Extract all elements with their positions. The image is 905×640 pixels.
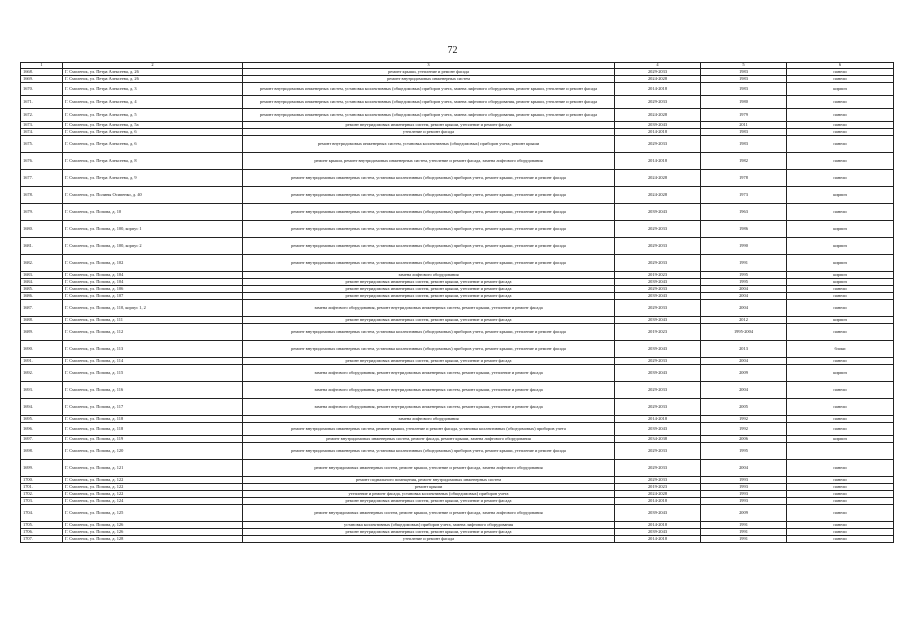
row-number: 1703. (21, 498, 63, 505)
row-period: 2024-2028 (615, 187, 701, 204)
row-work-type: ремонт внутридомовых инженерных систем, ремонт крыши, утепление и ремонт фасада (243, 529, 615, 536)
row-period: 2029-2033 (615, 69, 701, 76)
row-number: 1687. (21, 300, 63, 317)
row-wall-material: кирпич (787, 365, 894, 382)
row-work-type: утепление и ремонт фасада (243, 536, 615, 543)
row-address: Г. Смоленск, ул. Петра Алексеева, д. 6 (63, 136, 243, 153)
row-number: 1704. (21, 505, 63, 522)
row-year: 1983 (701, 129, 787, 136)
row-work-type: ремонт внутридомовых инженерных систем, установка коллективных (общедомовых) приборов учета, ремонт крыши, утепление и ремонт фасада (243, 255, 615, 272)
row-period: 2029-2033 (615, 96, 701, 109)
row-year: 1973 (701, 187, 787, 204)
row-work-type: ремонт внутридомовых инженерных систем, ремонт крыши, утепление и ремонт фасада (243, 286, 615, 293)
row-address: Г. Смоленск, ул. Попова, д. 126 (63, 529, 243, 536)
row-year: 2004 (701, 286, 787, 293)
row-year: 2004 (701, 300, 787, 317)
row-wall-material: панели (787, 423, 894, 436)
row-wall-material (787, 443, 894, 460)
column-header-material: 6 (787, 63, 894, 69)
row-wall-material: панели (787, 399, 894, 416)
table-row (21, 286, 894, 293)
row-wall-material: кирпич (787, 187, 894, 204)
row-wall-material: кирпич (787, 436, 894, 443)
row-period: 2014-2018 (615, 129, 701, 136)
row-work-type: ремонт внутридомовых инженерных систем, ремонт крыши, утепление и ремонт фасада (243, 498, 615, 505)
row-work-type: ремонт внутридомовых инженерных систем, ремонт фасада, ремонт крыши, замена лифтового оборудования (243, 436, 615, 443)
row-wall-material: панели (787, 358, 894, 365)
row-work-type: ремонт внутридомовых инженерных систем, ремонт крыши, утепление и ремонт фасада, замена лифтового оборудования (243, 505, 615, 522)
row-number: 1690. (21, 341, 63, 358)
table-row (21, 238, 894, 255)
row-address: Г. Смоленск, ул. Петра Алексеева, д. 5 (63, 109, 243, 122)
table-row (21, 529, 894, 536)
row-number: 1700. (21, 477, 63, 484)
row-work-type: ремонт внутридомовых инженерных систем (243, 76, 615, 83)
row-period: 2014-2018 (615, 522, 701, 529)
row-number: 1680. (21, 221, 63, 238)
row-year: 1979 (701, 109, 787, 122)
row-period: 2029-2033 (615, 286, 701, 293)
row-number: 1692. (21, 365, 63, 382)
table-row (21, 498, 894, 505)
row-period: 2019-2023 (615, 484, 701, 491)
row-number: 1683. (21, 272, 63, 279)
row-year: 2004 (701, 358, 787, 365)
row-work-type: утепление и ремонт фасада, установка коллективных (общедомовых) приборов учета (243, 491, 615, 498)
row-work-type: ремонт крыши, утепление и ремонт фасада (243, 69, 615, 76)
row-number: 1670. (21, 83, 63, 96)
table-row (21, 505, 894, 522)
row-period: 2019-2023 (615, 272, 701, 279)
row-address: Г. Смоленск, ул. Петра Алексеева, д. 5а (63, 122, 243, 129)
row-period: 2019-2023 (615, 324, 701, 341)
row-address: Г. Смоленск, ул. Попова, д. 121 (63, 460, 243, 477)
row-period: 2039-2043 (615, 341, 701, 358)
table-row (21, 170, 894, 187)
row-period: 2029-2033 (615, 460, 701, 477)
row-wall-material: кирпич (787, 279, 894, 286)
table-row (21, 221, 894, 238)
table-row (21, 491, 894, 498)
row-work-type: ремонт внутридомовых инженерных систем, ремонт крыши, утепление и ремонт фасада, установка коллективных (общедомовых) приборов учета (243, 423, 615, 436)
row-wall-material: панели (787, 529, 894, 536)
row-wall-material: панели (787, 136, 894, 153)
row-period: 2029-2033 (615, 382, 701, 399)
row-year: 1992 (701, 423, 787, 436)
row-work-type: замена лифтового оборудования, ремонт внутридомовых инженерных систем, ремонт крыши, утепление и ремонт фасада (243, 399, 615, 416)
row-year: 1983 (701, 83, 787, 96)
row-number: 1689. (21, 324, 63, 341)
row-address: Г. Смоленск, ул. Попова, д. 114 (63, 358, 243, 365)
row-work-type: ремонт внутридомовых инженерных систем, установка коллективных (общедомовых) приборов учета, замена лифтового оборудования, ремонт крыши, утепление и ремонт фасада (243, 109, 615, 122)
row-wall-material: панели (787, 76, 894, 83)
row-wall-material: панели (787, 300, 894, 317)
repair-schedule-table (20, 62, 894, 543)
row-wall-material: панели (787, 505, 894, 522)
row-period: 2014-2018 (615, 416, 701, 423)
row-wall-material: кирпич (787, 238, 894, 255)
row-work-type: замена лифтового оборудования, ремонт внутридомовых инженерных систем, ремонт крыши, утепление и ремонт фасада (243, 382, 615, 399)
row-wall-material: панели (787, 382, 894, 399)
row-work-type: замена лифтового оборудования, ремонт внутридомовых инженерных систем, ремонт крыши, утепление и ремонт фасада (243, 300, 615, 317)
row-wall-material: панели (787, 324, 894, 341)
row-number: 1706. (21, 529, 63, 536)
row-work-type: ремонт внутридомовых инженерных систем, установка коллективных (общедомовых) приборов учета, ремонт крыши, утепление и ремонт фасада (243, 204, 615, 221)
row-work-type: ремонт внутридомовых инженерных систем, ремонт крыши, утепление и ремонт фасада (243, 317, 615, 324)
row-work-type: ремонт внутридомовых инженерных систем, установка коллективных (общедомовых) приборов учета, ремонт крыши, утепление и ремонт фасада (243, 443, 615, 460)
row-number: 1694. (21, 399, 63, 416)
row-year: 1995 (701, 272, 787, 279)
row-wall-material: панели (787, 536, 894, 543)
row-year: 1993 (701, 477, 787, 484)
table-row (21, 153, 894, 170)
row-address: Г. Смоленск, ул. Попова, д. 10 (63, 204, 243, 221)
table-row (21, 416, 894, 423)
table-row (21, 300, 894, 317)
row-period: 2024-2028 (615, 76, 701, 83)
table-row (21, 317, 894, 324)
row-period: 2039-2043 (615, 204, 701, 221)
table-body (21, 69, 894, 543)
row-year: 1992 (701, 416, 787, 423)
row-year: 1991 (701, 255, 787, 272)
row-work-type: ремонт внутридомовых инженерных систем, установка коллективных (общедомовых) приборов учета, ремонт крыши, утепление и ремонт фасада (243, 221, 615, 238)
row-wall-material: панели (787, 153, 894, 170)
row-wall-material: кирпич (787, 255, 894, 272)
table-row (21, 365, 894, 382)
row-year: 1963 (701, 204, 787, 221)
row-wall-material: панели (787, 416, 894, 423)
row-address: Г. Смоленск, ул. Попова, д. 118 (63, 416, 243, 423)
row-address: Г. Смоленск, ул. Попова, д. 112 (63, 324, 243, 341)
row-period: 2039-2043 (615, 122, 701, 129)
row-work-type: ремонт внутридомовых инженерных систем, установка коллективных (общедомовых) приборов учета, замена лифтового оборудования, ремонт крыши, утепление и ремонт фасада (243, 83, 615, 96)
row-year: 2005 (701, 399, 787, 416)
row-address: Г. Смоленск, ул. Петра Алексеева, д. 3 (63, 83, 243, 96)
column-header-period: 4 (615, 63, 701, 69)
row-period: 2039-2043 (615, 365, 701, 382)
row-work-type: установка коллективных (общедомовых) приборов учета, замена лифтового оборудования (243, 522, 615, 529)
row-year: 1991 (701, 536, 787, 543)
row-address: Г. Смоленск, ул. Попова, д. 111 (63, 317, 243, 324)
table-row (21, 293, 894, 300)
row-year: 1983 (701, 136, 787, 153)
row-wall-material: панели (787, 69, 894, 76)
row-year: 1993 (701, 484, 787, 491)
row-period: 2024-2028 (615, 170, 701, 187)
row-work-type: утепление и ремонт фасада (243, 129, 615, 136)
table-row (21, 255, 894, 272)
row-address: Г. Смоленск, ул. Попова, д. 119 (63, 436, 243, 443)
row-number: 1677. (21, 170, 63, 187)
row-address: Г. Смоленск, ул. Петра Алексеева, д. 26 (63, 76, 243, 83)
row-address: Г. Смоленск, ул. Попова, д. 122 (63, 477, 243, 484)
row-period: 2029-2033 (615, 399, 701, 416)
table-row (21, 96, 894, 109)
row-year: 1993 (701, 491, 787, 498)
row-year: 1980 (701, 96, 787, 109)
row-number: 1684. (21, 279, 63, 286)
row-number: 1686. (21, 293, 63, 300)
row-wall-material: панели (787, 286, 894, 293)
row-address: Г. Смоленск, ул. Попова, д. 113 (63, 341, 243, 358)
row-address: Г. Смоленск, ул. Попова, д. 100, корпус 2 (63, 238, 243, 255)
row-address: Г. Смоленск, ул. Попова, д. 125 (63, 505, 243, 522)
row-wall-material: панели (787, 498, 894, 505)
row-period: 2029-2033 (615, 221, 701, 238)
row-address: Г. Смоленск, ул. Попова, д. 124 (63, 498, 243, 505)
row-work-type: ремонт внутридомовых инженерных систем, установка коллективных (общедомовых) приборов учета, ремонт крыши, утепление и ремонт фасада (243, 238, 615, 255)
row-wall-material: блоки (787, 341, 894, 358)
row-work-type: ремонт крыши (243, 484, 615, 491)
table-row (21, 204, 894, 221)
row-number: 1668. (21, 69, 63, 76)
row-address: Г. Смоленск, ул. Попова, д. 116 (63, 382, 243, 399)
row-wall-material: панели (787, 460, 894, 477)
row-period: 2039-2043 (615, 293, 701, 300)
row-wall-material: кирпич (787, 221, 894, 238)
row-year: 1991 (701, 522, 787, 529)
table-row (21, 76, 894, 83)
row-year: 2009 (701, 365, 787, 382)
table-row (21, 83, 894, 96)
table-row (21, 423, 894, 436)
row-period: 2029-2033 (615, 477, 701, 484)
row-address: Г. Смоленск, ул. Петра Алексеева, д. 9 (63, 170, 243, 187)
table-row (21, 443, 894, 460)
table-row (21, 279, 894, 286)
row-period: 2039-2043 (615, 505, 701, 522)
row-number: 1698. (21, 443, 63, 460)
table-row (21, 436, 894, 443)
table-row (21, 69, 894, 76)
row-year: 2006 (701, 436, 787, 443)
row-work-type: замена лифтового оборудования (243, 416, 615, 423)
row-number: 1705. (21, 522, 63, 529)
row-period: 2039-2043 (615, 279, 701, 286)
column-header-year: 5 (701, 63, 787, 69)
row-work-type: ремонт внутридомовых инженерных систем, установка коллективных (общедомовых) приборов учета, ремонт крыши, утепление и ремонт фасада (243, 341, 615, 358)
table-row (21, 272, 894, 279)
row-address: Г. Смоленск, ул. Попова, д. 118 (63, 423, 243, 436)
row-year: 2013 (701, 341, 787, 358)
row-address: Г. Смоленск, ул. Попова, д. 122 (63, 491, 243, 498)
column-header-num: 1 (21, 63, 63, 69)
table-row (21, 477, 894, 484)
row-wall-material: панели (787, 522, 894, 529)
row-period: 2039-2043 (615, 423, 701, 436)
row-period: 2014-2018 (615, 83, 701, 96)
row-address: Г. Смоленск, ул. Попова, д. 106 (63, 286, 243, 293)
row-address: Г. Смоленск, ул. Попова, д. 115 (63, 365, 243, 382)
row-address: Г. Смоленск, ул. Попова, д. 104 (63, 279, 243, 286)
column-header-work: 3 (243, 63, 615, 69)
row-year: 2012 (701, 317, 787, 324)
row-number: 1681. (21, 238, 63, 255)
row-year: 2004 (701, 382, 787, 399)
row-address: Г. Смоленск, ул. Петра Алексеева, д. 4 (63, 96, 243, 109)
row-wall-material: панели (787, 477, 894, 484)
row-year: 1983 (701, 76, 787, 83)
row-year: 2009 (701, 505, 787, 522)
row-year: 1978 (701, 170, 787, 187)
table-row (21, 109, 894, 122)
row-wall-material: панели (787, 122, 894, 129)
row-number: 1696. (21, 423, 63, 436)
table-row (21, 187, 894, 204)
row-number: 1697. (21, 436, 63, 443)
row-work-type: замена лифтового оборудования (243, 272, 615, 279)
row-address: Г. Смоленск, ул. Попова, д. 100, корпус 1 (63, 221, 243, 238)
row-address: Г. Смоленск, ул. Попова, д. 117 (63, 399, 243, 416)
row-number: 1693. (21, 382, 63, 399)
table-row (21, 522, 894, 529)
row-period: 2014-2018 (615, 498, 701, 505)
row-wall-material: панели (787, 170, 894, 187)
row-number: 1707. (21, 536, 63, 543)
row-period: 2024-2028 (615, 491, 701, 498)
row-period: 2024-2028 (615, 109, 701, 122)
row-work-type: ремонт внутридомовых инженерных систем, ремонт крыши, утепление и ремонт фасада, замена лифтового оборудования (243, 460, 615, 477)
row-number: 1671. (21, 96, 63, 109)
row-number: 1701. (21, 484, 63, 491)
table-row (21, 129, 894, 136)
row-year: 1995 (701, 279, 787, 286)
row-wall-material: панели (787, 129, 894, 136)
row-period: 2029-2033 (615, 136, 701, 153)
row-work-type: ремонт внутридомовых инженерных систем, установка коллективных (общедомовых) приборов учета, замена лифтового оборудования, ремонт крыши, утепление и ремонт фасада (243, 96, 615, 109)
row-address: Г. Смоленск, ул. Попова, д. 102 (63, 255, 243, 272)
page-number: 72 (447, 45, 458, 56)
row-work-type: ремонт внутридомовых инженерных систем, ремонт крыши, утепление и ремонт фасада (243, 358, 615, 365)
row-address: Г. Смоленск, ул. Петра Алексеева, д. 8 (63, 153, 243, 170)
row-address: Г. Смоленск, ул. Петра Алексеева, д. 6 (63, 129, 243, 136)
row-address: Г. Смоленск, ул. Полины Осипенко, д. 40 (63, 187, 243, 204)
row-period: 2014-2018 (615, 153, 701, 170)
row-number: 1676. (21, 153, 63, 170)
row-number: 1702. (21, 491, 63, 498)
row-work-type: ремонт внутридомовых инженерных систем, установка коллективных (общедомовых) приборов учета, ремонт крыши, утепление и ремонт фасада (243, 324, 615, 341)
row-number: 1669. (21, 76, 63, 83)
row-work-type: ремонт внутридомовых инженерных систем, установка коллективных (общедомовых) приборов учета, ремонт крыши, утепление и ремонт фасада (243, 187, 615, 204)
row-address: Г. Смоленск, ул. Петра Алексеева, д. 26 (63, 69, 243, 76)
row-number: 1699. (21, 460, 63, 477)
row-address: Г. Смоленск, ул. Попова, д. 120 (63, 443, 243, 460)
row-number: 1673. (21, 122, 63, 129)
row-work-type: замена лифтового оборудования, ремонт внутридомовых инженерных систем, ремонт крыши, утепление и ремонт фасада (243, 365, 615, 382)
row-period: 2029-2033 (615, 300, 701, 317)
row-wall-material: кирпич (787, 83, 894, 96)
row-address: Г. Смоленск, ул. Попова, д. 104 (63, 272, 243, 279)
row-work-type: ремонт крыши, ремонт внутридомовых инженерных систем, утепление и ремонт фасада, замена лифтового оборудования (243, 153, 615, 170)
row-number: 1672. (21, 109, 63, 122)
row-period: 2034-2038 (615, 436, 701, 443)
table-row (21, 536, 894, 543)
row-year: 1995-2004 (701, 324, 787, 341)
row-year: 1982 (701, 153, 787, 170)
row-number: 1674. (21, 129, 63, 136)
table-row (21, 136, 894, 153)
table-row (21, 358, 894, 365)
row-work-type: ремонт внутридомовых инженерных систем, установка коллективных (общедомовых) приборов учета, ремонт крыши (243, 136, 615, 153)
row-year: 1995 (701, 443, 787, 460)
row-wall-material: панели (787, 491, 894, 498)
row-number: 1691. (21, 358, 63, 365)
row-number: 1678. (21, 187, 63, 204)
row-wall-material: панели (787, 484, 894, 491)
row-year: 1991 (701, 529, 787, 536)
table-row (21, 122, 894, 129)
row-number: 1682. (21, 255, 63, 272)
row-period: 2014-2018 (615, 536, 701, 543)
row-work-type: ремонт внутридомовых инженерных систем, ремонт крыши, утепление и ремонт фасада (243, 293, 615, 300)
row-work-type: ремонт внутридомовых инженерных систем, ремонт крыши, утепление и ремонт фасада (243, 122, 615, 129)
row-year: 1983 (701, 69, 787, 76)
row-wall-material: панели (787, 204, 894, 221)
row-wall-material: кирпич (787, 272, 894, 279)
row-number: 1675. (21, 136, 63, 153)
row-wall-material: панели (787, 96, 894, 109)
row-period: 2029-2033 (615, 238, 701, 255)
table-row (21, 382, 894, 399)
row-period: 2029-2033 (615, 443, 701, 460)
row-year: 1990 (701, 238, 787, 255)
row-period: 2029-2033 (615, 255, 701, 272)
table-row (21, 324, 894, 341)
row-wall-material: панели (787, 293, 894, 300)
row-period: 2039-2043 (615, 529, 701, 536)
row-number: 1685. (21, 286, 63, 293)
row-year: 1986 (701, 221, 787, 238)
row-address: Г. Смоленск, ул. Попова, д. 107 (63, 293, 243, 300)
row-number: 1695. (21, 416, 63, 423)
row-year: 2004 (701, 460, 787, 477)
row-work-type: ремонт внутридомовых инженерных систем, установка коллективных (общедомовых) приборов учета, ремонт крыши, утепление и ремонт фасада (243, 170, 615, 187)
row-year: 1993 (701, 498, 787, 505)
row-wall-material: кирпич (787, 317, 894, 324)
table-row (21, 460, 894, 477)
row-address: Г. Смоленск, ул. Попова, д. 122 (63, 484, 243, 491)
row-year: 2004 (701, 293, 787, 300)
row-work-type: ремонт внутридомовых инженерных систем, ремонт крыши, утепление и ремонт фасада (243, 279, 615, 286)
row-number: 1679. (21, 204, 63, 221)
row-number: 1688. (21, 317, 63, 324)
column-header-address: 2 (63, 63, 243, 69)
row-address: Г. Смоленск, ул. Попова, д. 110, корпус 1, 2 (63, 300, 243, 317)
row-period: 2029-2033 (615, 358, 701, 365)
row-period: 2039-2043 (615, 317, 701, 324)
row-wall-material: панели (787, 109, 894, 122)
row-address: Г. Смоленск, ул. Попова, д. 126 (63, 522, 243, 529)
table-row (21, 484, 894, 491)
table-row (21, 399, 894, 416)
row-address: Г. Смоленск, ул. Попова, д. 128 (63, 536, 243, 543)
row-work-type: ремонт подвального помещения, ремонт внутридомовых инженерных систем (243, 477, 615, 484)
row-year: 2011 (701, 122, 787, 129)
table-row (21, 341, 894, 358)
